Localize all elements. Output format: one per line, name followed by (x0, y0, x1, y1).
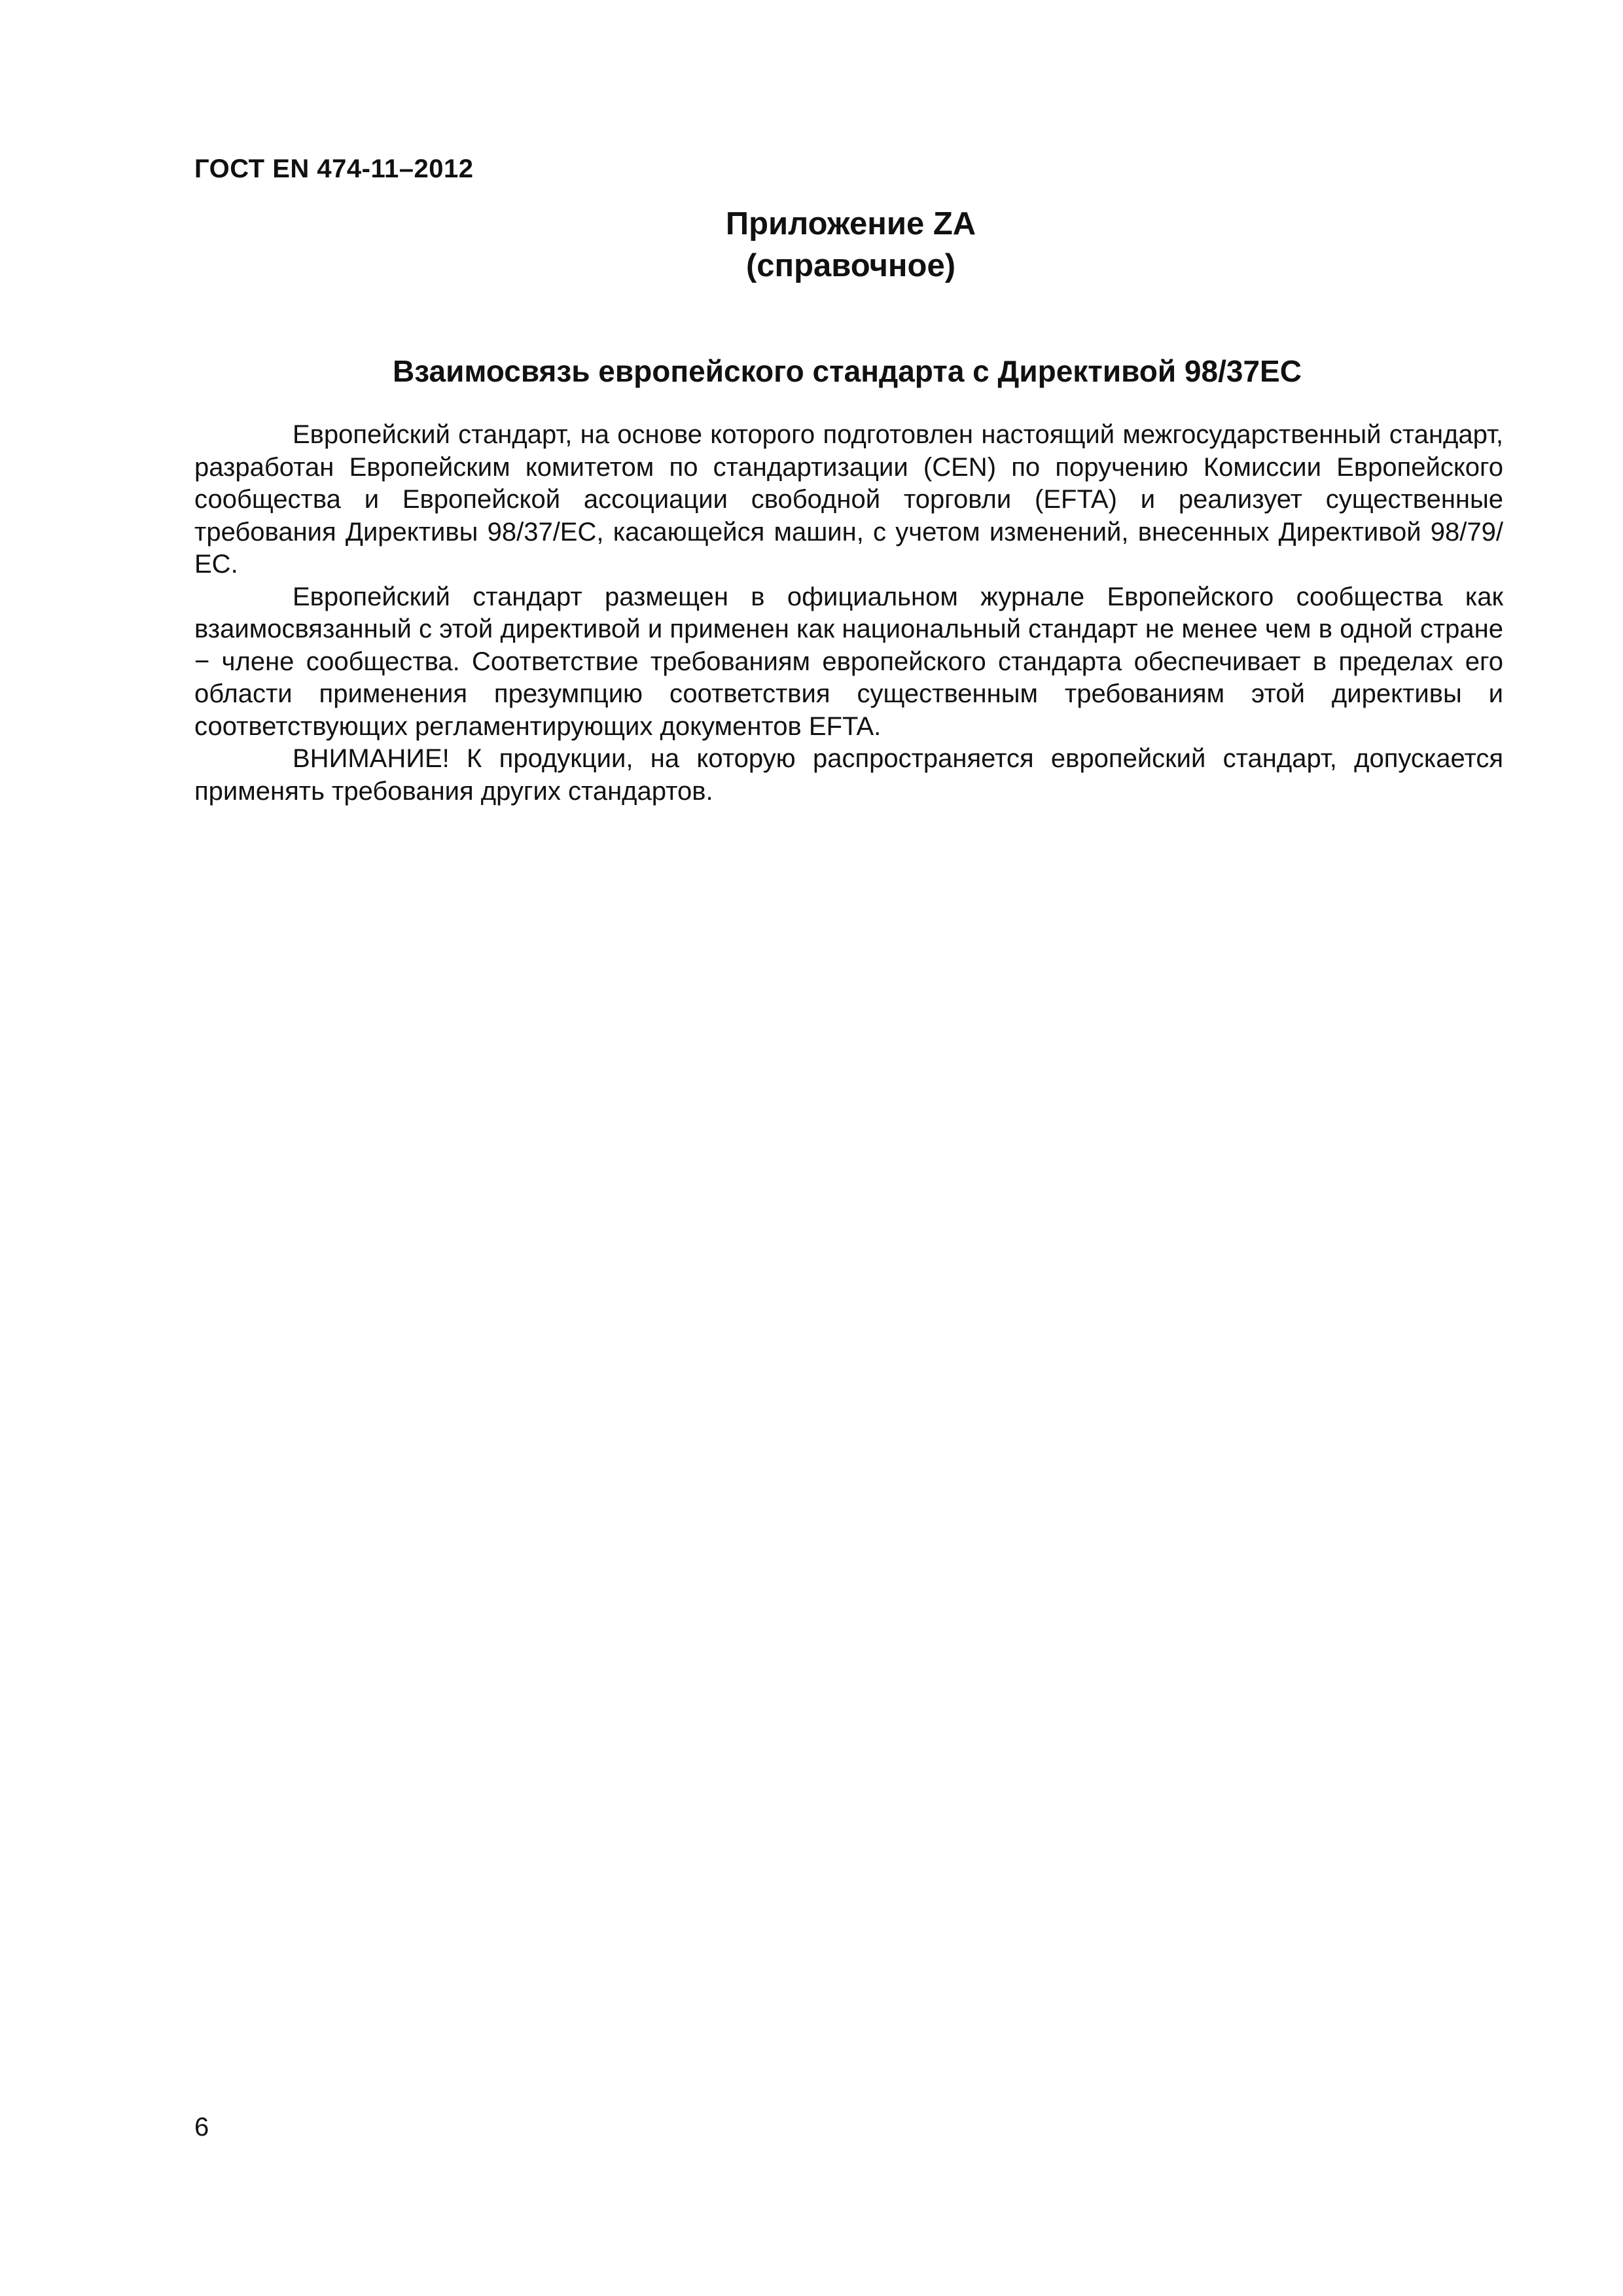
annex-subtitle: (справочное) (745, 248, 956, 283)
document-code: ГОСТ EN 474-11–2012 (194, 154, 474, 183)
section-title: Взаимосвязь европейского стандарта с Директивой 98/37ЕС (393, 354, 1302, 388)
body-text (194, 419, 1503, 808)
page-number: 6 (194, 2113, 209, 2142)
paragraph: Европейский стандарт размещен в официальном журнале Европейского сообщества как взаимосвязанный с этой директивой и применен как национальный стандарт не менее чем в одной стране − члене сообщества. Соответствие требованиям европейского стандарта обеспечивает в пределах его области применения презумпцию соответствия существенным требованиям этой директивы и соответствующих регламентирующих документов EFTA. (194, 582, 1503, 741)
annex-heading (654, 203, 1047, 287)
annex-title: Приложение ZA (725, 206, 976, 242)
paragraph: Европейский стандарт, на основе которого подготовлен настоящий межгосударственный стандарт, разработан Европейским комитетом по стандартизации (CEN) по поручению Комиссии Европейского сообщества и Европейской ассоциации свободной торговли (EFTA) и реализует существенные требования Директивы 98/37/ЕС, касающейся машин, с учетом изменений, внесенных Директивой 98/79/ЕС. (194, 420, 1503, 579)
paragraph: ВНИМАНИЕ! К продукции, на которую распространяется европейский стандарт, допускается применять требования других стандартов. (194, 744, 1503, 806)
